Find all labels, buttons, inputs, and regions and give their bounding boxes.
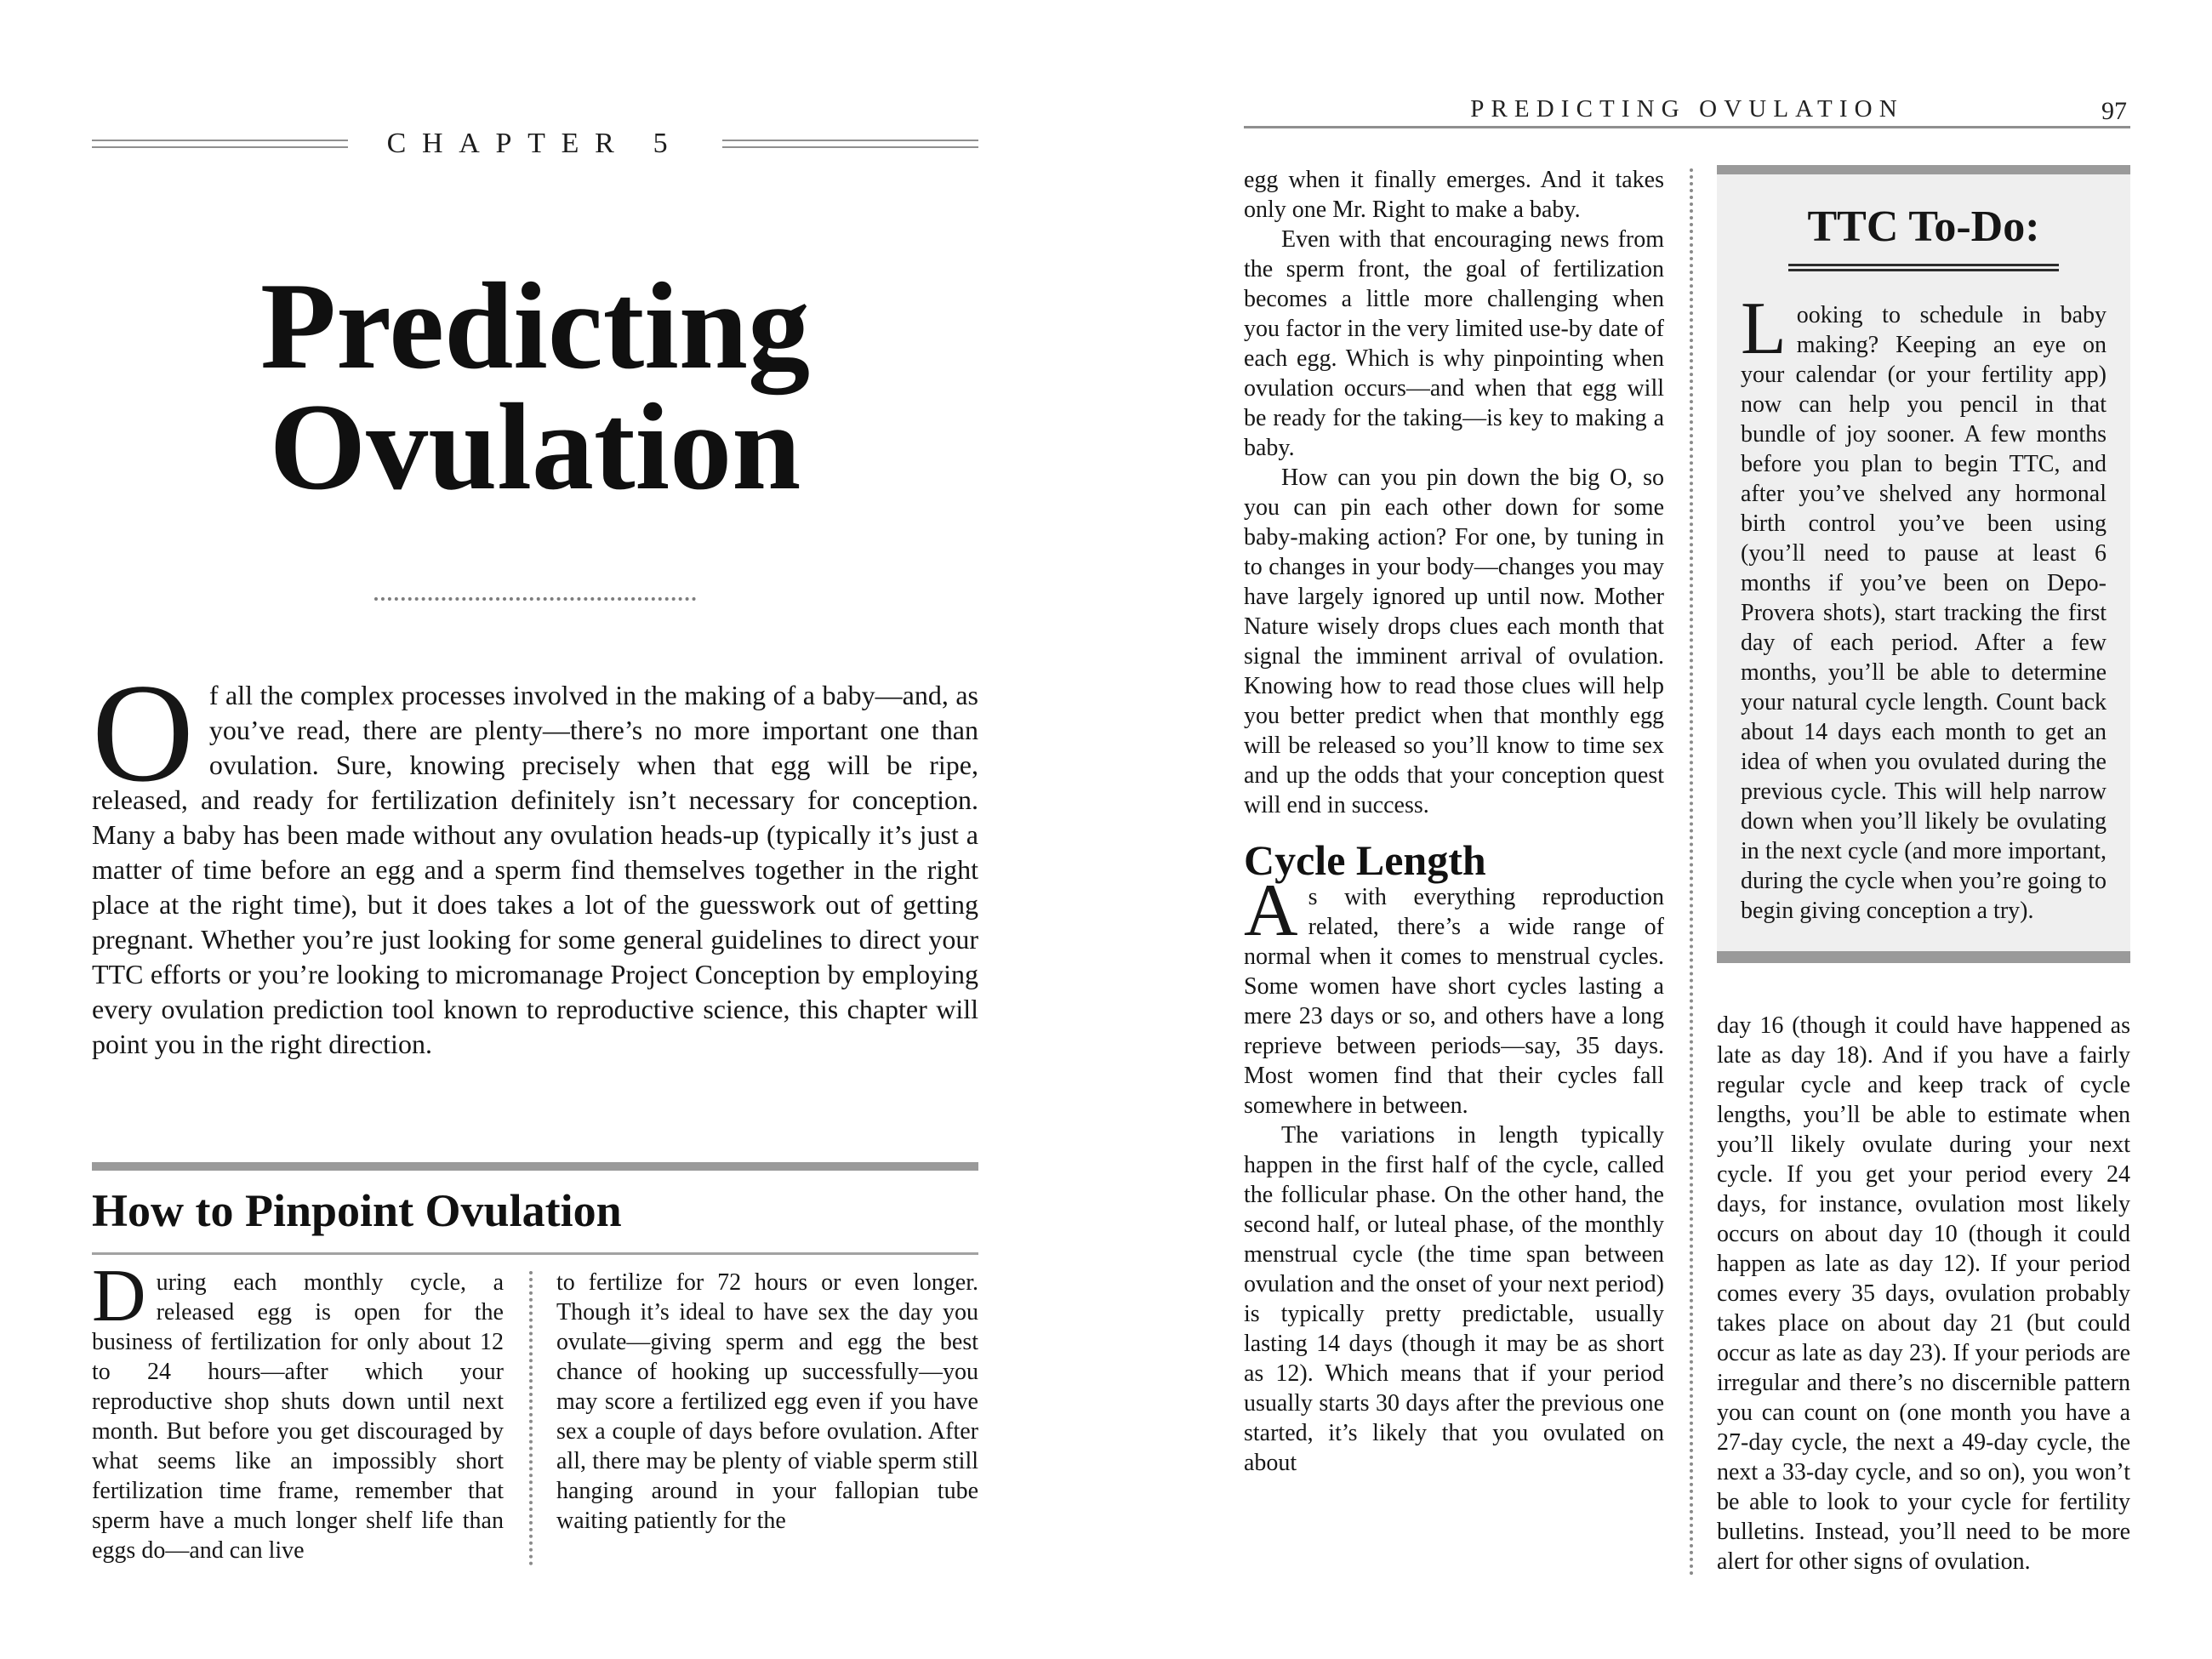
right-col1-paragraph-3: How can you pin down the big O, so you can pin each other down for some baby-making action? For one, by tuning in to changes in your body—changes you may have largely ignored up until now. Mother Nature wisely drops clues each month that signal the imminent arrival of ovulation. Knowing how to read those clues will help you better predict when that monthly egg will be released so you’ll know to time sex and up the odds that your conception quest will end in success. xyxy=(1244,465,1664,818)
ttc-box-content xyxy=(1717,174,2130,951)
right-page-columns xyxy=(1244,165,2130,1576)
left-col1-dropcap: D xyxy=(92,1255,146,1337)
title-dotted-divider xyxy=(374,597,696,601)
ttc-todo-box xyxy=(1717,165,2130,963)
chapter-title-line1: Predicting xyxy=(259,257,811,395)
running-head-rule xyxy=(1244,126,2130,128)
page-number: 97 xyxy=(2101,97,2127,125)
ttc-box-text: ooking to schedule in baby making? Keeping an eye on your calendar (or your fertility app) now can help you pencil in that bundle of joy sooner. A few months before you plan to begin TTC, and after you’ve shelved any hormonal birth control you’ve been using (you’ll need to pause at least 6 months if you’ve been on Depo-Provera shots), start tracking the first day of each period. After a few months, you’ll be able to determine your natural cycle length. Count back about 14 days each month to get an idea of when you ovulated during the previous cycle. This will help narrow down when you’ll likely be ovulating in the next cycle (and more important, during the cycle when you’re going to begin giving conception a try). xyxy=(1741,302,2107,924)
left-col1-text: uring each monthly cycle, a released egg is open for the business of fertilization for only about 12 to 24 hours—after which your reproductive shop shuts down until next month. But before you get discouraged by what seems like an impossibly short fertilization time frame, remember that sperm have a much longer shelf life than eggs do—and can live xyxy=(92,1269,504,1564)
chapter-rule-right xyxy=(722,140,978,148)
left-column-2 xyxy=(556,1268,978,1565)
chapter-title xyxy=(92,257,978,516)
right-col1-paragraph-1: egg when it finally emerges. And it takes only one Mr. Right to make a baby. xyxy=(1244,167,1664,223)
intro-text: f all the complex processes involved in the making of a baby—and, as you’ve read, there are plenty—there’s no more important one than ovulation. Sure, knowing precisely when that egg will be ripe, released, and ready for fertilization definitely isn’t necessary for conception. Many a baby has been made without any ovulation heads-up (typically it’s just a matter of time before an egg and a sperm find themselves together in the right place at the right time), but it does takes a lot of the guesswork out of getting pregnant. Whether you’re just looking for some general guidelines to direct your TTC efforts or you’re looking to micromanage Project Conception by employing every ovulation prediction tool known to reproductive science, this chapter will point you in the right direction. xyxy=(92,680,978,1059)
right-column-1 xyxy=(1244,165,1664,1576)
section-heading-block xyxy=(92,1162,978,1255)
cycle-length-heading: Cycle Length xyxy=(1244,836,1486,884)
right-column-divider xyxy=(1690,168,1693,1576)
ttc-box-bottom-bar xyxy=(1717,951,2130,963)
right-col2-bottom xyxy=(1717,1011,2130,1576)
intro-dropcap: O xyxy=(92,654,194,811)
left-page-columns xyxy=(92,1255,978,1565)
section-top-bar xyxy=(92,1162,978,1171)
ttc-box-top-bar xyxy=(1717,165,2130,174)
section-heading: How to Pinpoint Ovulation xyxy=(92,1185,622,1236)
ttc-box-paragraph xyxy=(1741,288,2107,926)
chapter-label: CHAPTER 5 xyxy=(386,128,684,159)
running-head: PREDICTING OVULATION xyxy=(1470,95,1904,123)
left-col2-paragraph: to fertilize for 72 hours or even longer. Though it’s ideal to have sex the day you ovulate—giving sperm and egg the best chance of hooking up successfully—you may score a fertilized egg even if you have sex a couple of days before ovulation. After all, there may be plenty of viable sperm still hanging around in your fallopian tube waiting patiently for the xyxy=(556,1269,978,1534)
chapter-rule-left xyxy=(92,140,348,148)
left-col1-paragraph xyxy=(92,1255,504,1565)
right-column-2 xyxy=(1717,165,2130,1576)
cycle-dropcap: A xyxy=(1244,869,1298,952)
page-right xyxy=(1244,0,2130,1659)
cycle-paragraph-1-text: s with everything reproduction related, there’s a wide range of normal when it comes to menstrual cycles. Some women have short cycles lasting a mere 23 days or so, and others have a long reprieve between periods—say, 35 days. Most women find that their cycles fall somewhere in between. xyxy=(1244,884,1664,1119)
left-column-divider xyxy=(529,1271,533,1565)
left-column-1 xyxy=(92,1255,504,1565)
chapter-ornament xyxy=(92,128,978,160)
ttc-dropcap: L xyxy=(1741,288,1787,370)
section-bottom-rule xyxy=(92,1252,978,1255)
ttc-box-title: TTC To-Do: xyxy=(1807,202,2040,251)
cycle-paragraph-2: The variations in length typically happen in the first half of the cycle, called the follicular phase. On the other hand, the second half, or luteal phase, of the monthly menstrual cycle (the time span between ovulation and the onset of your next period) is typically pretty predictable, usually lasting 14 days (though it may be as short as 12). Which means that if your period usually starts 30 days after the previous one started, it’s likely that you ovulated on about xyxy=(1244,1122,1664,1476)
page-left xyxy=(92,0,978,1659)
ttc-title-underline xyxy=(1788,264,2059,271)
chapter-title-line2: Ovulation xyxy=(269,378,801,516)
intro-paragraph xyxy=(92,654,978,1062)
cycle-paragraph-1 xyxy=(1244,869,1664,1120)
right-col2-bottom-paragraph: day 16 (though it could have happened as late as day 18). And if you have a fairly regular cycle and keep track of cycle lengths, you’ll be able to estimate when you’ll likely ovulate during your next cycle. If you get your period every 24 days, for instance, ovulation most likely occurs on about day 10 (though it could happen as late as day 12). If your period comes every 35 days, ovulation probably takes place on about day 21 (but could occur as late as day 23). If your periods are irregular and there’s no discernible pattern you can count on (one month you have a 27-day cycle, the next a 49-day cycle, the next a 33-day cycle, and so on), you won’t be able to look to your cycle for fertility bulletins. Instead, you’ll need to be more alert for other signs of ovulation. xyxy=(1717,1012,2130,1575)
right-col1-paragraph-2: Even with that encouraging news from the sperm front, the goal of fertilization becomes a little more challenging when you factor in the very limited use-by date of each egg. Which is why pinpointing when ovulation occurs—and when that egg will be ready for the taking—is key to making a baby. xyxy=(1244,226,1664,461)
